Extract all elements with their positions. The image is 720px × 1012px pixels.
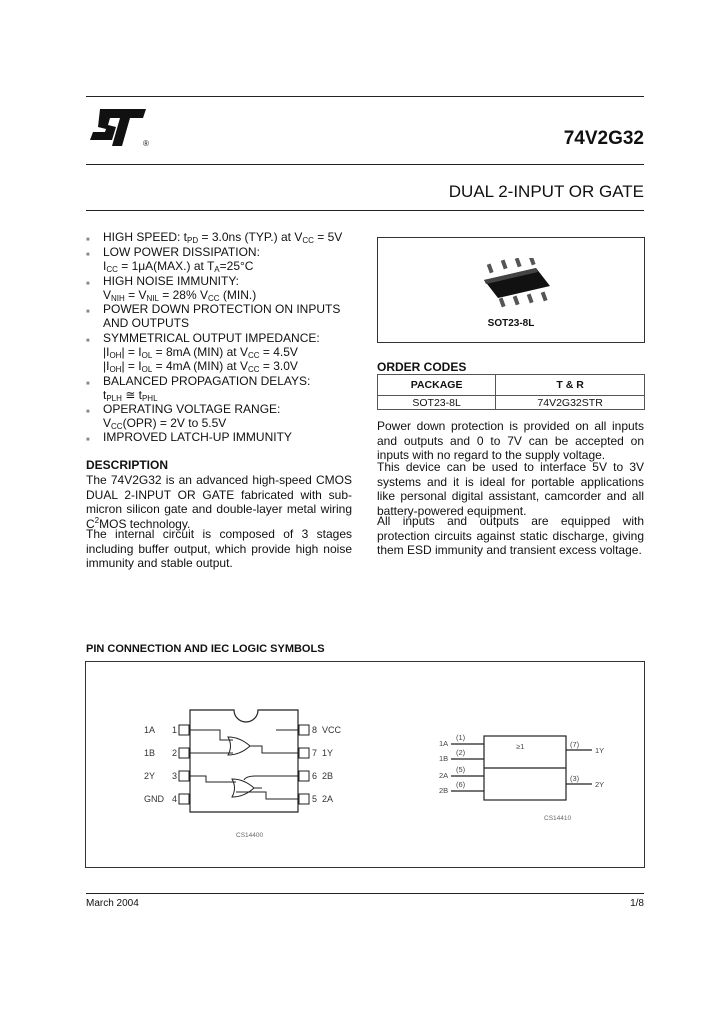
right-paragraph-2: This device can be used to interface 5V to 3V systems and it is ideal for portable applications like personal digital assistant, camcorder and all battery-powered equipment. [377, 460, 644, 518]
pin-6-pad [299, 771, 309, 781]
iec-output-pin: (3) [570, 774, 580, 783]
iec-input-pin: (1) [456, 733, 466, 742]
pin-number: 5 [312, 794, 318, 804]
header-top-rule [86, 96, 644, 97]
bullet-icon: ■ [86, 281, 90, 287]
registered-mark: ® [143, 139, 149, 148]
st-logo-icon [86, 106, 156, 150]
pin-2-pad [179, 748, 189, 758]
header-mid-rule [86, 164, 644, 165]
pin-label: 1Y [322, 748, 334, 758]
pin-label: 2A [322, 794, 334, 804]
ic-package-outline [190, 710, 298, 812]
table-cell: SOT23-8L [378, 396, 496, 410]
page-number: 1/8 [630, 898, 644, 909]
bullet-icon: ■ [86, 338, 90, 344]
pin-diagram-box [85, 661, 645, 868]
bullet-icon: ■ [86, 252, 90, 258]
table-row [378, 396, 645, 410]
figure-code: CS14410 [544, 815, 572, 822]
description-paragraph-1: The 74V2G32 is an advanced high-speed CMOS DUAL 2-INPUT OR GATE fabricated with sub-micron silicon gate and double-layer metal wiring $C^2MOS$ technology. [86, 473, 352, 531]
package-name: SOT23-8L [487, 318, 535, 329]
header-bottom-rule [86, 210, 644, 211]
iec-input-label: 2B [439, 786, 449, 795]
pin-number: 7 [312, 748, 318, 758]
description-heading: DESCRIPTION [86, 458, 169, 472]
iec-input-pin: (5) [456, 765, 466, 774]
bullet-icon: ■ [86, 409, 90, 415]
pin-label: GND [144, 794, 164, 804]
column-header: PACKAGE [378, 375, 496, 396]
pin-7-pad [299, 748, 309, 758]
pin-8-pad [299, 725, 309, 735]
pin-label: 2Y [144, 771, 156, 781]
table-header-row [378, 375, 645, 396]
pin-3-pad [179, 771, 189, 781]
pin-connection-diagram [86, 662, 644, 867]
pin-section-heading: PIN CONNECTION AND IEC LOGIC SYMBOLS [86, 643, 325, 655]
page-subtitle: DUAL 2-INPUT OR GATE [448, 182, 644, 201]
iec-input-label: 1A [439, 739, 449, 748]
table-cell: 74V2G32STR [496, 396, 645, 410]
pin-number: 2 [172, 748, 178, 758]
iec-output-label: 2Y [595, 780, 605, 789]
pin-label: 1A [144, 725, 156, 735]
pin-4-pad [179, 794, 189, 804]
iec-input-label: 2A [439, 771, 449, 780]
footer-rule [86, 893, 644, 894]
pin-label: 2B [322, 771, 334, 781]
part-number: 74V2G32 [563, 128, 644, 149]
pin-number: 4 [172, 794, 178, 804]
pin-number: 8 [312, 725, 318, 735]
iec-input-pin: (2) [456, 748, 466, 757]
sot23-chip-icon [480, 258, 554, 310]
iec-gate-symbol: ≥1 [516, 742, 525, 751]
column-header: T & R [496, 375, 645, 396]
description-paragraph-2: The internal circuit is composed of 3 stages including buffer output, which provide high noise immunity and stable output. [86, 527, 352, 571]
figure-code: CS14400 [236, 832, 264, 839]
pin-number: 1 [172, 725, 178, 735]
right-paragraph-1: Power down protection is provided on all inputs and outputs and 0 to 7V can be accepted on inputs with no regard to the supply voltage. [377, 419, 644, 463]
package-image-box [377, 237, 645, 343]
iec-output-label: 1Y [595, 746, 605, 755]
pin-1-pad [179, 725, 189, 735]
iec-output-pin: (7) [570, 740, 580, 749]
footer-date: March 2004 [86, 898, 139, 909]
bullet-icon: ■ [86, 309, 90, 315]
bullet-icon: ■ [86, 437, 90, 443]
pin-5-pad [299, 794, 309, 804]
iec-input-label: 1B [439, 754, 449, 763]
bullet-icon: ■ [86, 237, 90, 243]
order-codes-heading: ORDER CODES [377, 360, 467, 374]
iec-input-pin: (6) [456, 780, 466, 789]
pin-number: 6 [312, 771, 318, 781]
pin-label: 1B [144, 748, 156, 758]
bullet-icon: ■ [86, 381, 90, 387]
pin-number: 3 [172, 771, 178, 781]
right-paragraph-3: All inputs and outputs are equipped with protection circuits against static discharge, giving them ESD immunity and transient excess voltage. [377, 514, 644, 558]
order-codes-table [377, 374, 645, 410]
pin-label: VCC [322, 725, 342, 735]
